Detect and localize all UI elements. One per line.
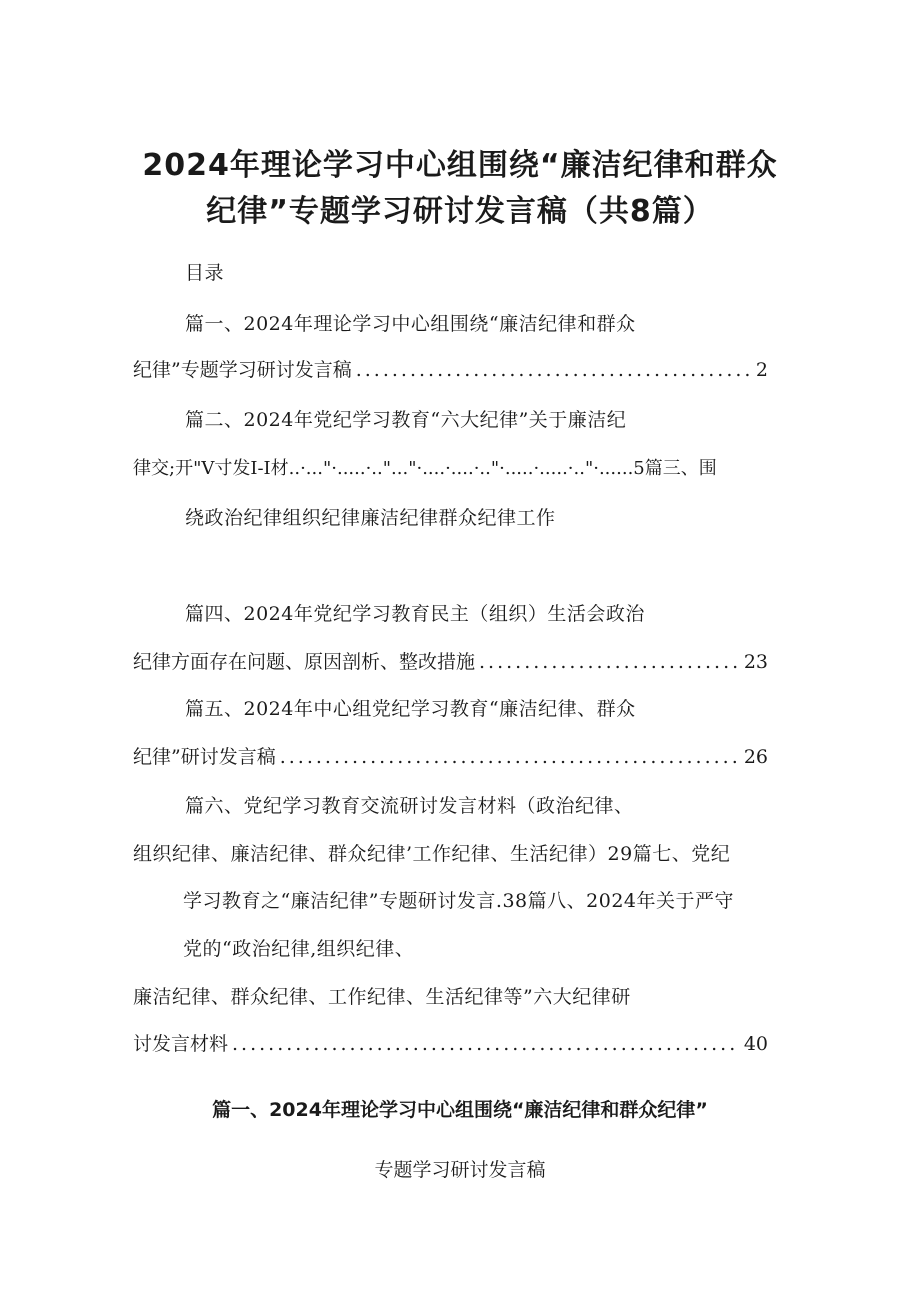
toc-entry-6-line-3: 学习教育之“廉洁纪律”专题研讨发言.38篇八、2024年关于严守 xyxy=(183,890,734,912)
toc-entry-2-line-1: 篇二、2024年党纪学习教育“六大纪律”关于廉洁纪 xyxy=(185,409,627,431)
toc-heading: 目录 xyxy=(185,262,225,284)
toc-leader-dots xyxy=(356,359,752,381)
toc-entry-1-page: 2 xyxy=(755,359,768,381)
toc-entry-6-text: 讨发言材料 xyxy=(133,1033,229,1055)
toc-entry-4-text: 纪律方面存在问题、原因剖析、整改措施 xyxy=(133,651,476,673)
toc-leader-dots xyxy=(479,651,740,673)
toc-entry-2-line-2: 律交;开"V寸发I-I材..·..."·.....·.."..."·....·....·.."·.....·.....·.."·......5篇三、围 xyxy=(133,458,717,479)
toc-entry-1-line-2 xyxy=(133,355,768,382)
toc-entry-1-text: 纪律”专题学习研讨发言稿 xyxy=(133,359,352,381)
section-heading-line-1: 篇一、2024年理论学习中心组围绕“廉洁纪律和群众纪律” xyxy=(212,1099,708,1121)
toc-entry-6-line-2: 组织纪律、廉洁纪律、群众纪律’工作纪律、生活纪律）29篇七、党纪 xyxy=(133,843,731,865)
toc-entry-1-line-1: 篇一、2024年理论学习中心组围绕“廉洁纪律和群众 xyxy=(185,313,636,335)
toc-entry-2-line-3: 绕政治纪律组织纪律廉洁纪律群众纪律工作 xyxy=(185,507,556,529)
toc-entry-6-line-6 xyxy=(133,1029,768,1056)
toc-entry-4-line-1: 篇四、2024年党纪学习教育民主（组织）生活会政治 xyxy=(185,603,645,625)
title-line-1: 2024年理论学习中心组围绕“廉洁纪律和群众 xyxy=(142,148,778,183)
toc-entry-4-line-2 xyxy=(133,647,768,674)
toc-entry-6-line-4: 党的“政治纪律,组织纪律、 xyxy=(183,938,415,960)
toc-entry-5-page: 26 xyxy=(743,746,768,768)
title-line-2: 纪律”专题学习研讨发言稿（共8篇） xyxy=(206,194,714,229)
toc-leader-dots xyxy=(280,746,740,768)
toc-entry-5-line-2 xyxy=(133,742,768,769)
toc-entry-5-line-1: 篇五、2024年中心组党纪学习教育“廉洁纪律、群众 xyxy=(185,698,636,720)
toc-entry-6-line-1: 篇六、党纪学习教育交流研讨发言材料（政治纪律、 xyxy=(185,795,634,817)
toc-entry-5-text: 纪律”研讨发言稿 xyxy=(133,746,276,768)
toc-entry-6-page: 40 xyxy=(743,1033,768,1055)
toc-entry-4-page: 23 xyxy=(743,651,768,673)
toc-entry-6-line-5: 廉洁纪律、群众纪律、工作纪律、生活纪律等”六大纪律研 xyxy=(133,986,631,1008)
toc-leader-dots xyxy=(232,1033,740,1055)
section-heading-line-2: 专题学习研讨发言稿 xyxy=(374,1159,546,1181)
